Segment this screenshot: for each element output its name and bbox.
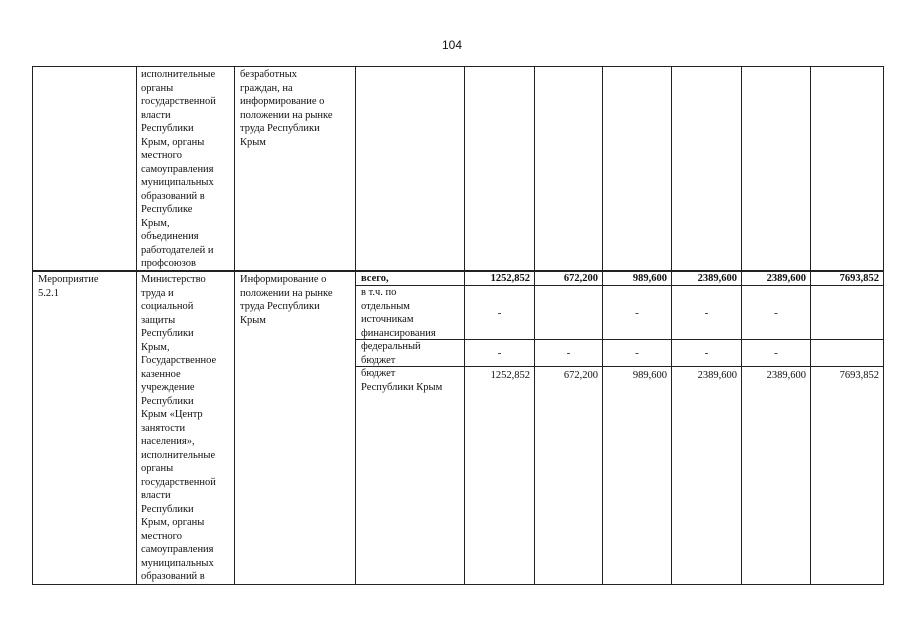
- total-value: 7693,852: [839, 273, 879, 284]
- sources-value: -: [497, 307, 502, 319]
- executors-cell-continued: исполнительные органы государственной власти Республики Крым, органы местного самоуправления муниципальных образований в Республике Крым, объединения работодателей и профсоюзов: [141, 69, 216, 269]
- total-value: 672,200: [563, 273, 598, 284]
- sources-value: -: [704, 307, 709, 319]
- column-border: [741, 66, 742, 585]
- republic-value: 2389,600: [697, 370, 737, 381]
- sources-value: -: [635, 307, 639, 319]
- table-bottom-border: [32, 584, 884, 585]
- table-top-border: [32, 66, 884, 67]
- column-border: [883, 66, 884, 585]
- federal-value: -: [566, 347, 571, 359]
- column-border: [602, 66, 603, 585]
- total-value: 2389,600: [697, 273, 737, 284]
- republic-value: 7693,852: [839, 370, 879, 381]
- funding-label-total: всего,: [361, 273, 389, 284]
- federal-value: -: [774, 347, 778, 359]
- column-border: [355, 66, 356, 585]
- republic-value: 2389,600: [766, 370, 806, 381]
- total-value: 989,600: [632, 273, 667, 284]
- republic-value: 1252,852: [490, 370, 530, 381]
- description-cell: Информирование о положении на рынке труда Республики Крым: [240, 274, 333, 326]
- description-cell-continued: безработных граждан, на информирование о положении на рынке труда Республики Крым: [240, 69, 333, 148]
- funding-label-sources: в т.ч. по отдельным источникам финансирования: [361, 287, 436, 339]
- column-border: [32, 66, 33, 585]
- sources-value: -: [774, 307, 778, 319]
- total-value: 2389,600: [766, 273, 806, 284]
- federal-value: -: [497, 347, 502, 359]
- federal-value: -: [635, 347, 639, 359]
- funding-label-federal: федеральный бюджет: [361, 341, 421, 366]
- republic-value: 989,600: [632, 370, 667, 381]
- column-border: [810, 66, 811, 585]
- column-border: [534, 66, 535, 585]
- column-border: [136, 66, 137, 585]
- executors-cell: Министерство труда и социальной защиты Республики Крым, Государственное казенное учреждение Республики Крым «Центр занятости населения», исполнительные органы государственной власти Республики Крым, органы местного самоуправления муниципальных образований в: [141, 274, 217, 582]
- column-border: [671, 66, 672, 585]
- republic-value: 672,200: [563, 370, 598, 381]
- funding-label-republic: бюджет Республики Крым: [361, 368, 443, 393]
- measure-name: Мероприятие 5.2.1: [38, 274, 99, 299]
- federal-value: -: [704, 347, 709, 359]
- column-border: [464, 66, 465, 585]
- total-value: 1252,852: [490, 273, 530, 284]
- page-number: 104: [441, 38, 463, 52]
